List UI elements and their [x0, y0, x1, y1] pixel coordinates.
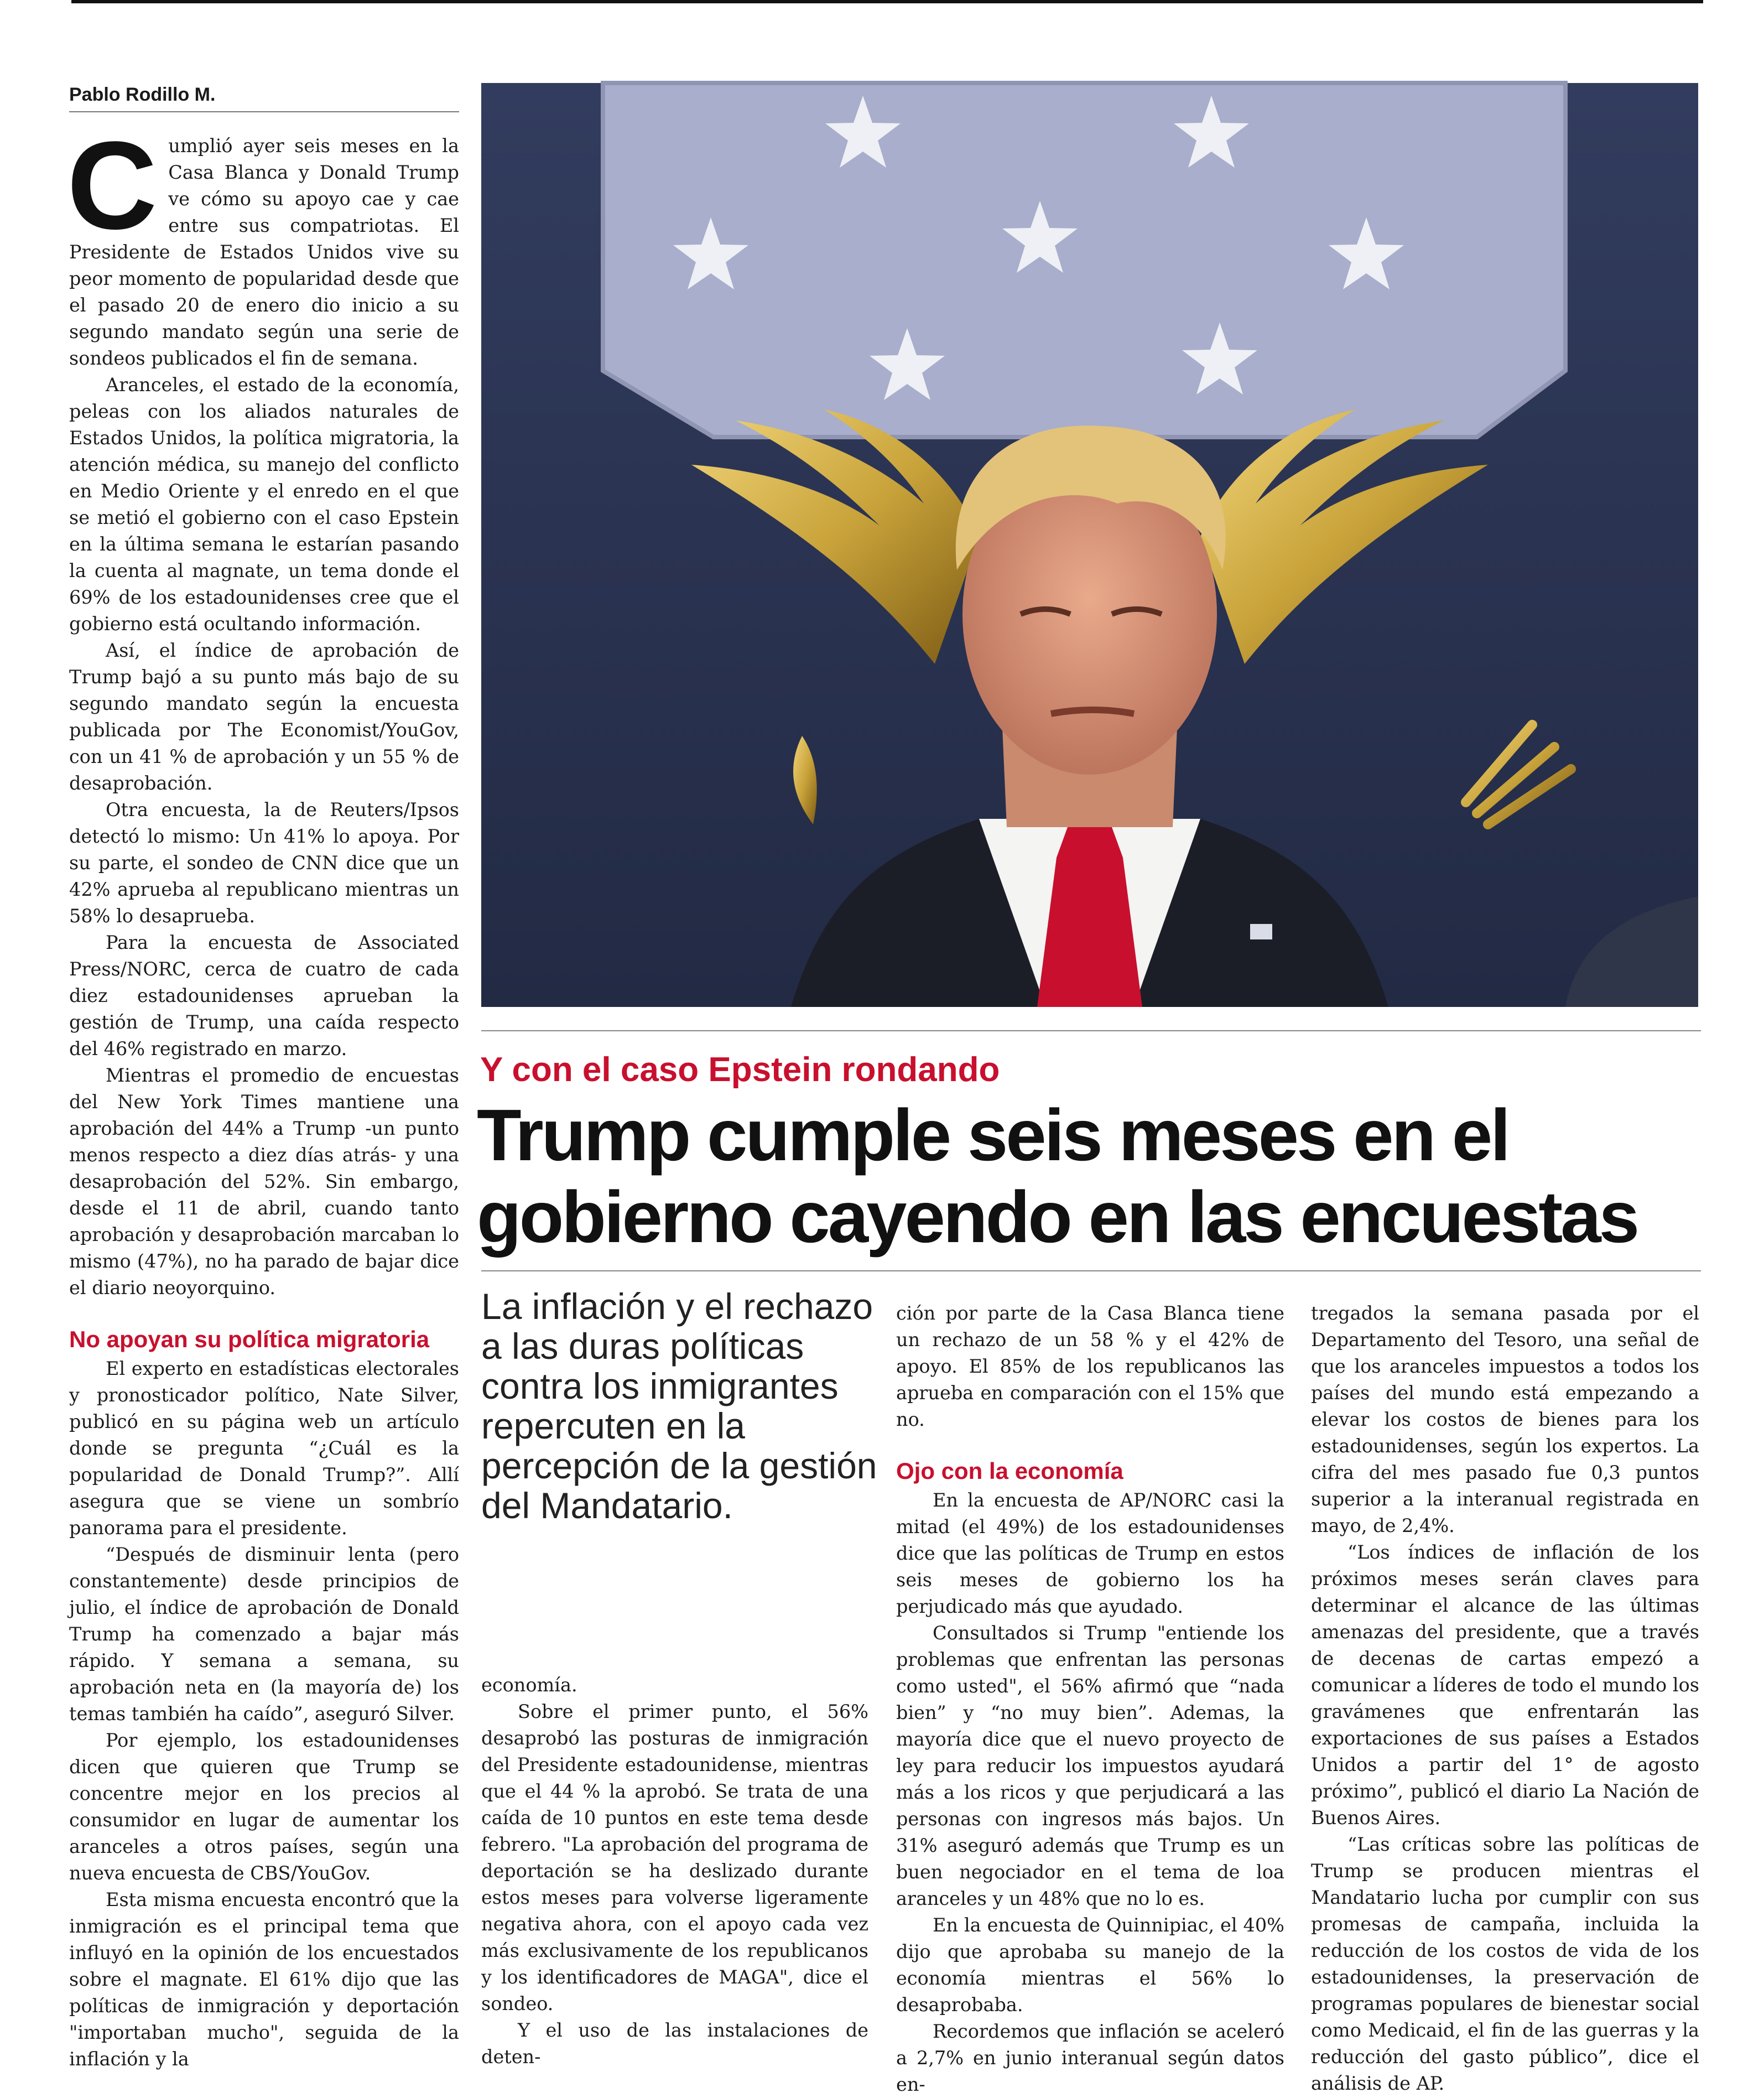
- dropcap: C: [67, 115, 158, 255]
- article-column-1: [67, 115, 459, 2070]
- paragraph: En la encuesta de AP/NORC casi la mitad (el 49%) de los estadounidenses dice que las políticas de Trump en estos seis meses de gobierno los ha perjudicado más que ayudado.: [896, 1489, 1284, 1617]
- paragraph: Así, el índice de aprobación de Trump bajó a su punto más bajo de su segundo mandato según la encuesta publicada por The Economist/YouGov, con un 41 % de aprobación y un 55 % de desaprobación.: [69, 640, 459, 794]
- subhead-economy: Ojo con la economía: [896, 1458, 1123, 1484]
- paragraph: En la encuesta de Quinnipiac, el 40% dijo que aprobaba su manejo de la economía mientras el 56% lo desaprobaba.: [896, 1914, 1284, 2016]
- main-photo: [481, 83, 1698, 1007]
- paragraph: Consultados si Trump "entiende los problemas que enfrentan las personas como usted", el 56% afirmó que “nada bien” y “no muy bien”. Ademas, la mayoría dice que el nuevo proyecto de ley para reducir los impuestos ayudará más a los ricos y que perjudicará a las personas con ingresos más bajos. Un 31% aseguró además que Trump es un buen negociador en el tema de loa aranceles y un 48% que no lo es.: [896, 1622, 1284, 1909]
- article-column-3: [896, 1300, 1284, 2095]
- byline: Pablo Rodillo M.: [69, 84, 459, 112]
- article-column-4: [1311, 1300, 1699, 2094]
- headline: Trump cumple seis meses en el gobierno cayendo en las encuestas: [477, 1094, 1638, 1258]
- paragraph: “Los índices de inflación de los próximos meses serán claves para determinar el alcance de las últimas amenazas del presidente, que a través de decenas de cartas empezó a comunicar a líderes de todo el mundo los gravámenes que enfrentarán las exportaciones de sus países a Estados Unidos a partir del 1° de agosto próximo”, publicó el diario La Nación de Buenos Aires.: [1311, 1541, 1699, 1829]
- paragraph: “Después de disminuir lenta (pero constantemente) desde principios de julio, el índice de aprobación de Donald Trump ha comenzado a bajar más rápido. Y semana a semana, su aprobación neta en (la mayoría de) los temas también ha caído”, aseguró Silver.: [69, 1544, 459, 1725]
- paragraph: Mientras el promedio de encuestas del New York Times mantiene una aprobación del 44% a Trump -un punto menos respecto a diez días atrás- y una desaprobación del 52%. Sin embargo, desde el 11 de abril, cuando tanto aprobación y desaprobación marcaban lo mismo (47%), no ha parado de bajar dice el diario neoyorquino.: [69, 1064, 459, 1299]
- paragraph: ción por parte de la Casa Blanca tiene un rechazo de un 58 % y el 42% de apoyo. El 85% de los republicanos las aprueba en comparación con el 15% que no.: [896, 1302, 1284, 1430]
- paragraph: Para la encuesta de Associated Press/NORC, cerca de cuatro de cada diez estadounidenses aprueban la gestión de Trump, una caída respecto del 46% registrado en marzo.: [69, 932, 459, 1060]
- paragraph: umplió ayer seis meses en la Casa Blanca y Donald Trump ve cómo su apoyo cae y cae entre sus compatriotas. El Presidente de Estados Unidos vive su peor momento de popularidad desde que el pasado 20 de enero dio inicio a su segundo mandato según una serie de sondeos publicados el fin de semana.: [69, 135, 459, 369]
- subhead-migration: No apoyan su política migratoria: [69, 1326, 430, 1352]
- top-rule: [71, 0, 1703, 3]
- kicker: Y con el caso Epstein rondando: [480, 1051, 1000, 1089]
- paragraph: Recordemos que inflación se aceleró a 2,7% en junio interanual según datos en-: [896, 2021, 1284, 2095]
- deck: La inflación y el rechazo a las duras políticas contra los inmigrantes repercuten en la percepción de la gestión del Mandatario.: [481, 1286, 877, 1526]
- paragraph: Esta misma encuesta encontró que la inmigración es el principal tema que influyó en la opinión de los encuestados sobre el magnate. El 61% dijo que las políticas de inmigración y deportación "importaban mucho", seguida de la inflación y la: [69, 1889, 459, 2070]
- headline-rule: [481, 1270, 1701, 1271]
- paragraph: Sobre el primer punto, el 56% desaprobó las posturas de inmigración del Presidente estadounidense, mientras que el 44 % la aprobó. Se trata de una caída de 10 puntos en este tema desde febrero. "La aprobación del programa de deportación se ha deslizado durante estos meses para volverse ligeramente negativa ahora, con el apoyo cada vez más exclusivamente de los republicanos y los identificadores de MAGA", dice el sondeo.: [481, 1701, 868, 2014]
- paragraph: Por ejemplo, los estadounidenses dicen que quieren que Trump se concentre mejor en los precios al consumidor en lugar de aumentar los aranceles a otros países, según una nueva encuesta de CBS/YouGov.: [69, 1730, 459, 1884]
- paragraph: Aranceles, el estado de la economía, peleas con los aliados naturales de Estados Unidos, la política migratoria, la atención médica, su manejo del conflicto en Medio Oriente y el enredo en el que se metió el gobierno con el caso Epstein en la última semana le estarían pasando la cuenta al magnate, un tema donde el 69% de los estadounidenses cree que el gobierno está ocultando información.: [69, 374, 459, 635]
- article-column-2: [481, 1672, 868, 2068]
- paragraph: Otra encuesta, la de Reuters/Ipsos detectó lo mismo: Un 41% lo apoya. Por su parte, el sondeo de CNN dice que un 42% aprueba al republicano mientras un 58% lo desaprueba.: [69, 799, 459, 927]
- paragraph: “Las críticas sobre las políticas de Trump se producen mientras el Mandatario lucha por cumplir con sus promesas de campaña, incluida la reducción de los costos de vida de los estadounidenses, la preservación de programas populares de bienestar social como Medicaid, el fin de las guerras y la reducción del gasto público”, dice el análisis de AP.: [1311, 1834, 1699, 2094]
- paragraph: economía.: [481, 1674, 577, 1696]
- paragraph: tregados la semana pasada por el Departamento del Tesoro, una señal de que los aranceles impuestos a todos los países del mundo está empezando a elevar los costos de bienes para los estadounidenses, según los expertos. La cifra del mes pasado fue 0,3 puntos superior a la interanual registrada en mayo, de 2,4%.: [1311, 1302, 1699, 1536]
- paragraph: El experto en estadísticas electorales y pronosticador político, Nate Silver, publicó en su página web un artículo donde se pregunta “¿Cuál es la popularidad de Donald Trump?”. Allí asegura que se viene un sombrío panorama para el presidente.: [69, 1358, 459, 1539]
- paragraph: Y el uso de las instalaciones de deten-: [481, 2019, 868, 2068]
- photo-rule: [481, 1030, 1701, 1031]
